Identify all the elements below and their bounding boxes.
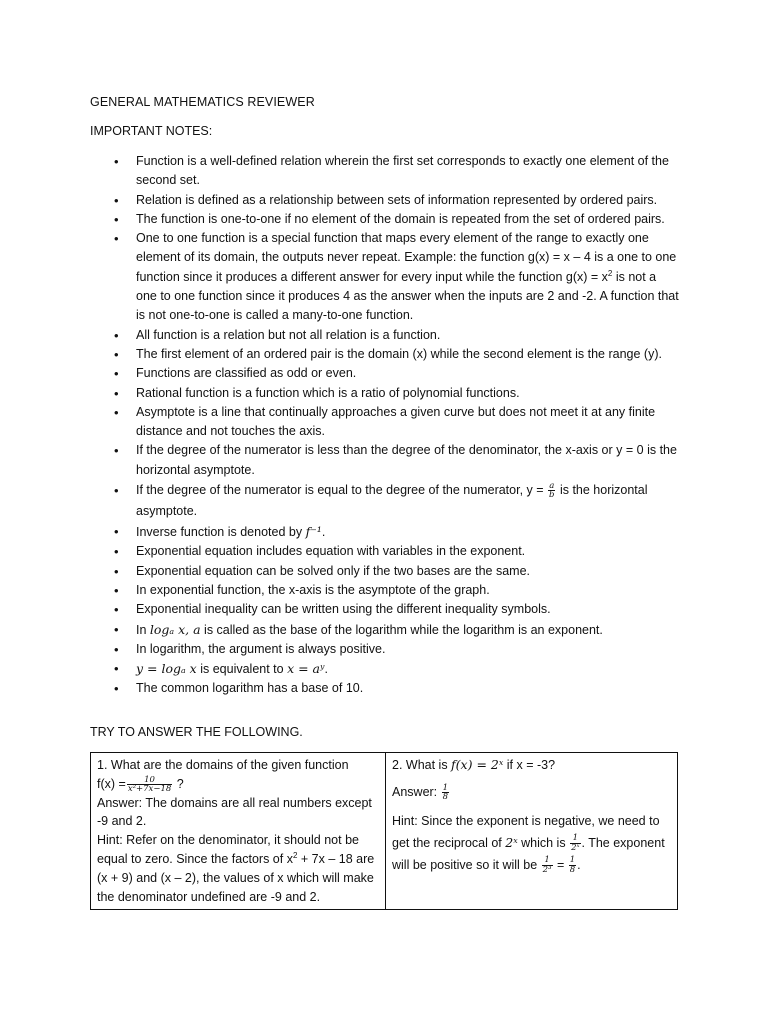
fraction-a-over-b: $\frac{a}{b}$ (549, 480, 555, 501)
list-item: • Asymptote is a line that continually approaches a given curve but does not meet it at any finite distance and not touches the axis. (90, 403, 680, 442)
list-item: • Inverse function is denoted by f⁻¹. (90, 522, 680, 542)
list-item: • y = logₐ x is equivalent to x = aʸ. (90, 659, 680, 679)
list-item: • Exponential equation includes equation with variables in the exponent. (90, 542, 680, 561)
list-item: • Relation is defined as a relationship between sets of information represented by ordered pairs. (90, 191, 680, 210)
fraction-answer: $\frac{1}{8}$ (442, 782, 449, 802)
question-2-cell (386, 753, 678, 910)
list-item: • Rational function is a function which is a ratio of polynomial functions. (90, 384, 680, 403)
list-item: • If the degree of the numerator is less than the degree of the denominator, the x-axis or y = 0 is the horizontal asymptote. (90, 441, 680, 480)
fraction-function: $\frac{10}{\text{x²+7x−18}}$ (127, 774, 172, 794)
exercise-heading: TRY TO ANSWER THE FOLLOWING. (90, 725, 303, 739)
fraction-reciprocal: $\frac{1}{\text{2ˣ}}$ (571, 833, 580, 853)
list-item: • Exponential inequality can be written using the different inequality symbols. (90, 600, 680, 619)
list-item: • Functions are classified as odd or even. (90, 364, 680, 383)
list-item: • In logarithm, the argument is always positive. (90, 640, 680, 659)
notes-heading: IMPORTANT NOTES: (90, 124, 213, 138)
question-1-cell (91, 753, 386, 910)
list-item: • The function is one-to-one if no element of the domain is repeated from the set of ordered pairs. (90, 210, 680, 229)
question-1-answer: Answer: The domains are all real numbers except -9 and 2. (97, 795, 372, 829)
list-item: • Function is a well-defined relation wherein the first set corresponds to exactly one element of the second set. (90, 152, 680, 191)
page-title: GENERAL MATHEMATICS REVIEWER (90, 95, 315, 109)
list-item: • The common logarithm has a base of 10. (90, 679, 680, 698)
table-row (91, 753, 678, 910)
list-item: • In logₐ x, a is called as the base of the logarithm while the logarithm is an exponent. (90, 620, 680, 640)
exercise-table (90, 752, 678, 910)
question-2-text: 2. What is f(x) = 2ˣ if x = -3? (392, 757, 556, 772)
question-1-text: 1. What are the domains of the given function (97, 758, 349, 772)
question-2-answer: Answer: $\frac{1}{8}$ (392, 782, 449, 802)
notes-list (90, 152, 680, 699)
list-item: • In exponential function, the x-axis is the asymptote of the graph. (90, 581, 680, 600)
list-item: • All function is a relation but not all relation is a function. (90, 326, 680, 345)
question-1-function: f(x) = $\frac{10}{\text{x²+7x−18}}$ ? (97, 774, 184, 794)
fraction-one-over-two-cubed: $\frac{1}{\text{2³}}$ (542, 855, 552, 875)
fraction-one-eighth: $\frac{1}{8}$ (569, 855, 576, 875)
list-item: • One to one function is a special function that maps every element of the range to exactly one element of its domain, the outputs never repeat. Example: the function g(x) = x – 4 is a one to one function since it produces a different answer for every input while the function $g(x) = x^2$ is not a one to one function since it produces 4 as the answer when the inputs are 2 and -2. A function that is not one-to-one is called a many-to-one function. (90, 229, 680, 325)
list-item: • The first element of an ordered pair is the domain (x) while the second element is the range (y). (90, 345, 680, 364)
question-2-hint: Hint: Since the exponent is negative, we need to get the reciprocal of 2ˣ which is $\frac{1}{\text{2ˣ}}$ . The exponent will be positive so it will be $\frac{1}{\text{2³}}$ = $\frac{1}{8}$ . (392, 813, 665, 875)
list-item: • Exponential equation can be solved only if the two bases are the same. (90, 562, 680, 581)
list-item: • If the degree of the numerator is equal to the degree of the numerator, y = $\frac{a}{b}$ is the horizontal asymptote. (90, 480, 680, 522)
question-1-hint: Hint: Refer on the denominator, it should not be equal to zero. Since the factors of $x^2 + 7x - 18$ are (x + 9) and (x – 2), the values of x which will make the denominator undefined are -9 and 2. (97, 833, 375, 904)
